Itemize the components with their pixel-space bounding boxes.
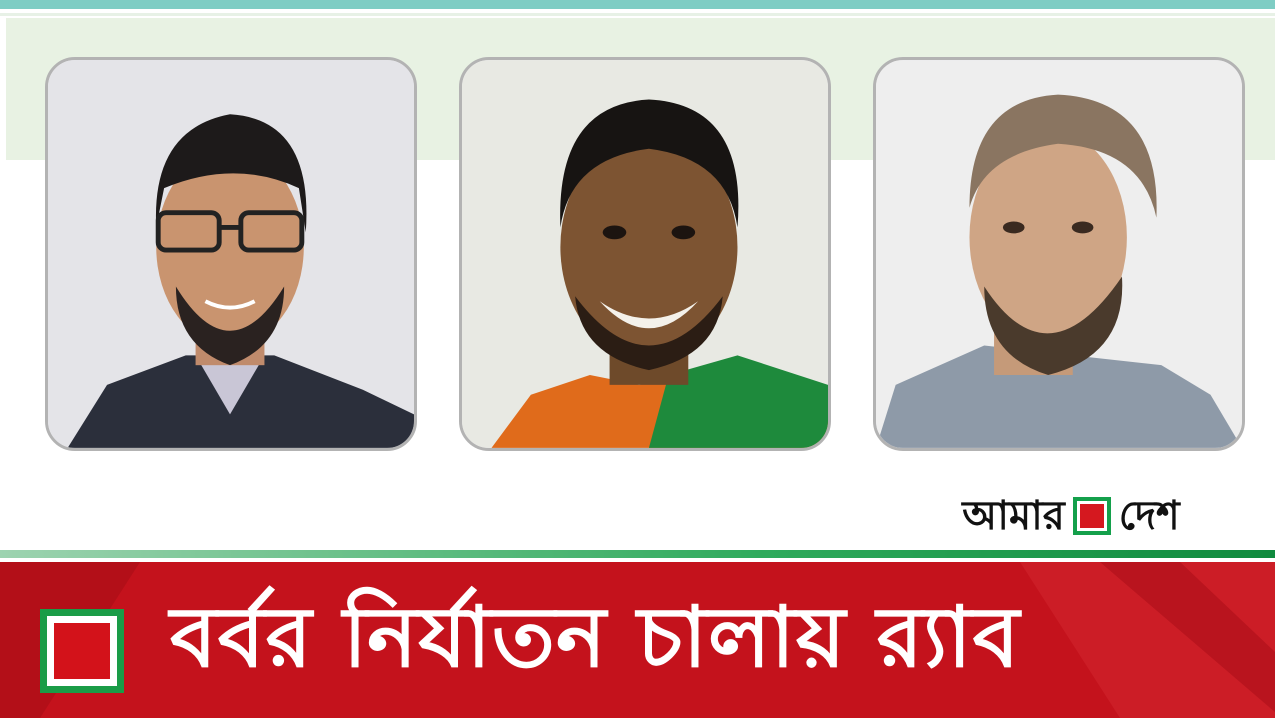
headline-band <box>0 562 1275 718</box>
portrait-1-illustration <box>48 60 414 448</box>
green-divider <box>0 550 1275 558</box>
top-rule <box>0 0 1275 9</box>
top-rule-light <box>0 13 1275 16</box>
portrait-photo-1 <box>45 57 417 451</box>
logo-text-right: দেশ <box>1118 492 1180 539</box>
headline-text: বর্বর নির্যাতন চালায় র‍্যাব <box>170 587 1021 686</box>
portrait-2-illustration <box>462 60 828 448</box>
portrait-photo-3 <box>873 57 1245 451</box>
logo-square-icon <box>1073 497 1111 535</box>
brand-logo <box>912 487 1230 545</box>
logo-text-left: আমার <box>962 492 1065 539</box>
portrait-3-illustration <box>876 60 1242 448</box>
headline-logo-icon <box>40 609 124 693</box>
portrait-photo-2 <box>459 57 831 451</box>
